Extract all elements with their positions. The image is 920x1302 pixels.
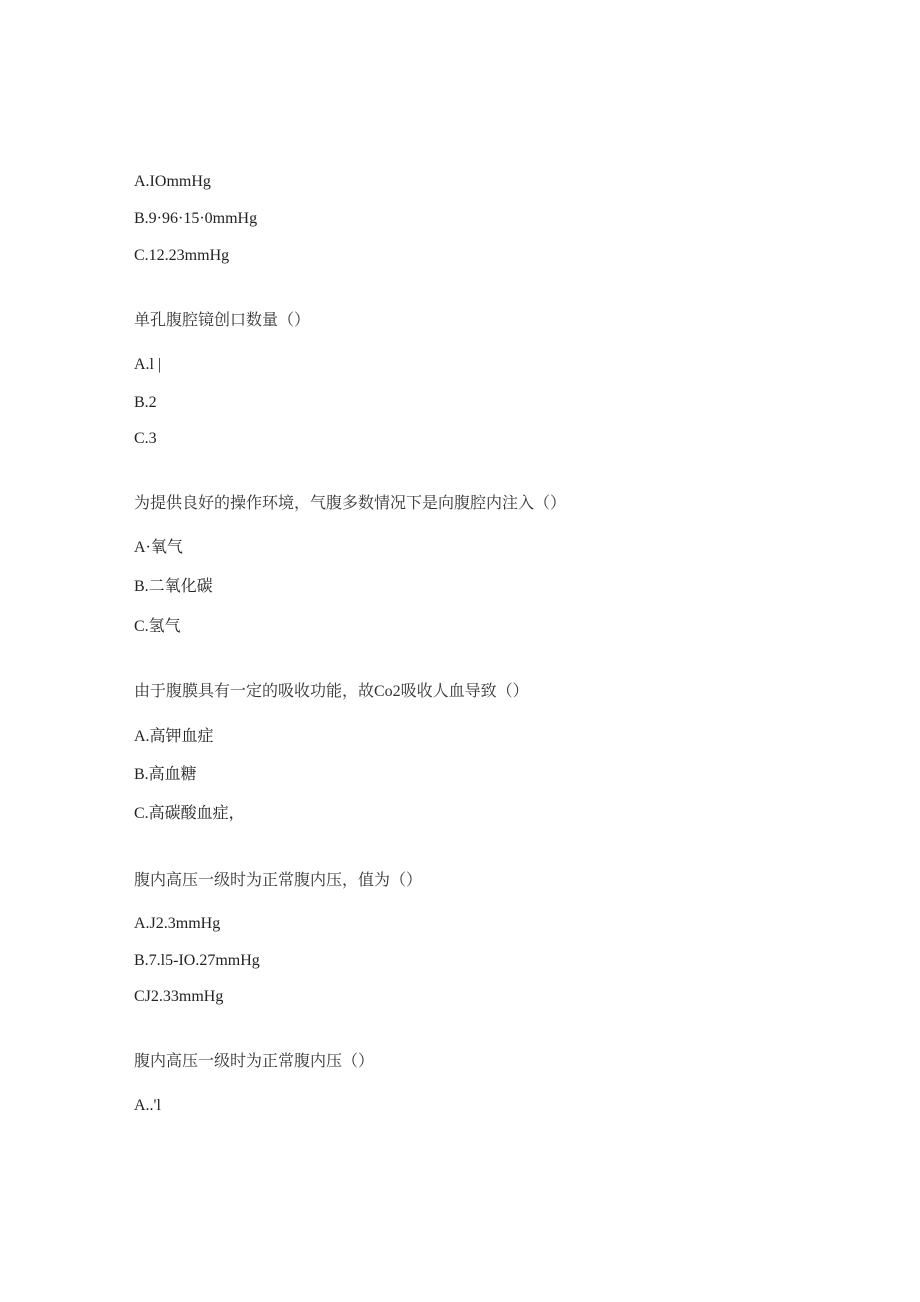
option-b: B.二氧化碳 <box>134 578 213 595</box>
option-a: A..'l <box>134 1097 161 1114</box>
question-text: 单孔腹腔镜创口数量（） <box>134 312 311 329</box>
question-text: 由于腹膜具有一定的吸收功能，故Co2吸收人血导致（） <box>134 683 529 700</box>
option-a: A.J2.3mmHg <box>134 915 221 932</box>
question-text: 腹内高压一级时为正常腹内压（） <box>134 1053 375 1070</box>
option-a: A.高钾血症 <box>134 728 214 745</box>
option-c: CJ2.33mmHg <box>134 988 224 1005</box>
option-b: B.7.l5-IO.27mmHg <box>134 952 260 969</box>
question-text: 腹内高压一级时为正常腹内压，值为（） <box>134 872 423 889</box>
option-a: A.l | <box>134 356 162 373</box>
option-c: C.12.23mmHg <box>134 247 230 264</box>
question-text: 为提供良好的操作环境，气腹多数情况下是向腹腔内注入（） <box>134 495 567 512</box>
option-c: C.3 <box>134 430 157 447</box>
option-a: A·氧气 <box>134 539 183 556</box>
option-c: C.高碳酸血症， <box>134 805 245 822</box>
option-c: C.氢气 <box>134 618 181 635</box>
option-a: A.IOmmHg <box>134 173 211 190</box>
option-b: B.高血糖 <box>134 766 197 783</box>
option-b: B.9·96·15·0mmHg <box>134 210 258 227</box>
option-b: B.2 <box>134 394 157 411</box>
